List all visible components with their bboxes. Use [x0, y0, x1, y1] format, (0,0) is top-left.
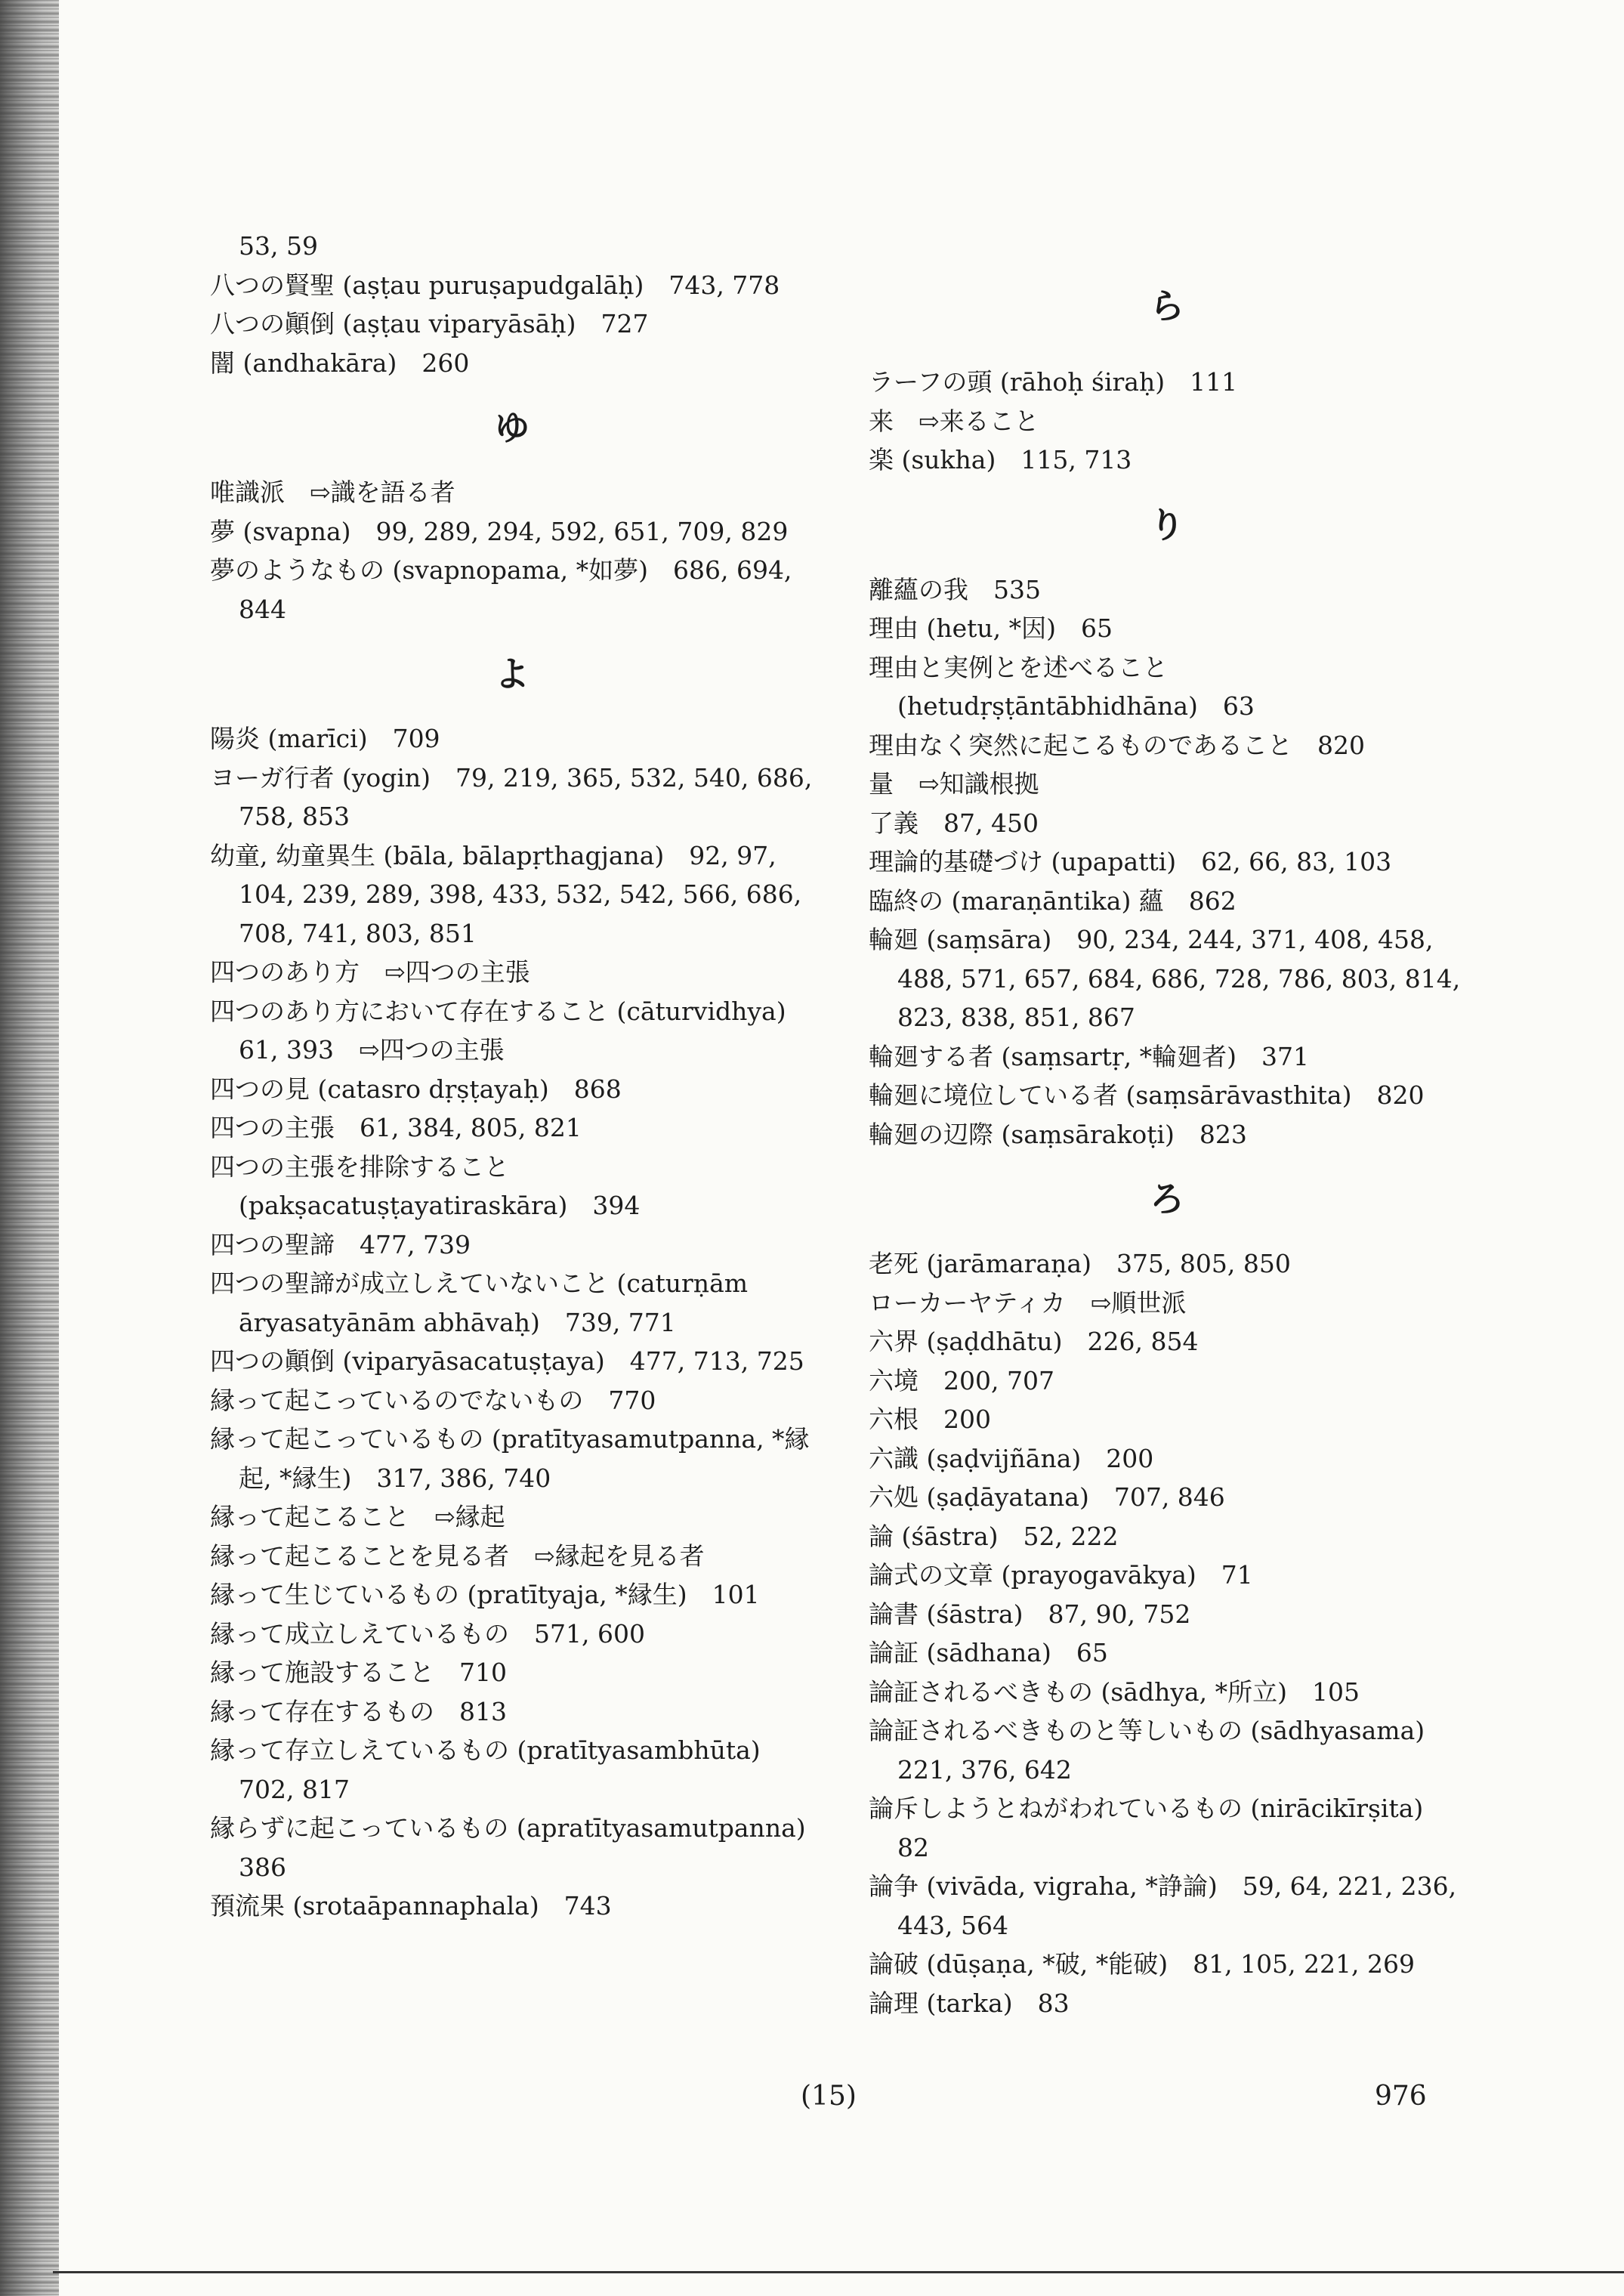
- index-entry: 論証 (sādhana) 65: [869, 1638, 1108, 1667]
- index-entry: 理由 (hetu, *因) 65: [869, 613, 1113, 643]
- index-entry: 縁って存在するもの 813: [210, 1696, 507, 1726]
- index-entry: 四つの顚倒 (viparyāsacatuṣṭaya) 477, 713, 725: [210, 1346, 804, 1376]
- index-entry: 縁って起こること ⇨縁起: [210, 1502, 505, 1531]
- left-column: [210, 227, 831, 1926]
- index-entry: 論 (śāstra) 52, 222: [869, 1521, 1119, 1551]
- index-entry: ローカーヤティカ ⇨順世派: [869, 1287, 1187, 1318]
- index-entry: 四つの聖諦 477, 739: [210, 1229, 471, 1259]
- index-entry: 臨終の (maraṇāntika) 蘊 862: [869, 885, 1237, 916]
- index-entry: 離蘊の我 535: [869, 574, 1041, 604]
- index-entry: ラーフの頭 (rāhoḥ śiraḥ) 111: [869, 367, 1238, 397]
- index-entry: 理由なく突然に起こるものであること 820: [869, 730, 1365, 760]
- index-entry: 輪廻する者 (saṃsartṛ, *輪廻者) 371: [869, 1041, 1310, 1071]
- index-entry: 陽炎 (marīci) 709: [210, 724, 440, 753]
- index-entry: 六識 (ṣaḍvijñāna) 200: [869, 1443, 1154, 1473]
- index-entry: 四つの聖諦が成立しえていないこと (caturṇām āryasatyānām abhāvaḥ) 739, 771: [210, 1269, 749, 1337]
- index-entry: 夢のようなもの (svapnopama, *如夢) 686, 694, 844: [210, 555, 792, 624]
- index-entry-continuation: 53, 59: [239, 231, 318, 261]
- index-entry: 縁って起こることを見る者 ⇨縁起を見る者: [210, 1540, 705, 1571]
- index-entry: 四つの主張 61, 384, 805, 821: [210, 1113, 582, 1142]
- index-entry: ヨーガ行者 (yogin) 79, 219, 365, 532, 540, 686, 758, 853: [210, 762, 813, 831]
- scan-binding-edge: [0, 0, 59, 2296]
- index-entry: 六界 (ṣaḍdhātu) 226, 854: [869, 1327, 1199, 1356]
- index-entry: 闇 (andhakāra) 260: [210, 348, 470, 378]
- index-entry: 論斥しようとねがわれているもの (nirācikīrṣita) 82: [869, 1794, 1449, 1862]
- index-entry: 八つの賢聖 (aṣṭau puruṣapudgalāḥ) 743, 778: [210, 270, 780, 300]
- section-heading-ro: ろ: [1150, 1179, 1184, 1219]
- index-entry: 輪廻 (saṃsāra) 90, 234, 244, 371, 408, 458, 488, 571, 657, 684, 686, 728, 786, 803, 814, 823, 838, 851, 867: [869, 925, 1461, 1032]
- index-entry: 八つの顚倒 (aṣṭau viparyāsāḥ) 727: [210, 309, 649, 338]
- index-entry: 預流果 (srotaāpannaphala) 743: [210, 1891, 612, 1921]
- index-entry: 六境 200, 707: [869, 1365, 1054, 1395]
- index-entry: 縁って起こっているのでないもの 770: [210, 1385, 656, 1415]
- index-entry: 縁って起こっているもの (pratītyasamutpanna, *縁起, *縁生) 317, 386, 740: [210, 1424, 810, 1493]
- index-entry: 縁って施設すること 710: [210, 1658, 507, 1687]
- index-entry: 四つの主張を排除すること (pakṣacatuṣṭayatiraskāra) 394: [210, 1151, 641, 1220]
- index-entry: 理由と実例とを述べること (hetudṛṣṭāntābhidhāna) 63: [869, 652, 1255, 721]
- section-heading-yu: ゆ: [495, 407, 529, 448]
- index-entry: 論式の文章 (prayogavākya) 71: [869, 1560, 1253, 1590]
- index-entry: 来 ⇨来ること: [869, 406, 1039, 436]
- index-entry: 論書 (śāstra) 87, 90, 752: [869, 1599, 1191, 1629]
- index-entry: 理論的基礎づけ (upapatti) 62, 66, 83, 103: [869, 847, 1392, 876]
- page-label: (15): [801, 2081, 857, 2112]
- index-entry: 六処 (ṣaḍāyatana) 707, 846: [869, 1482, 1225, 1512]
- right-column: [869, 227, 1465, 2023]
- index-entry: 四つのあり方において存在すること (cāturvidhya) 61, 393 ⇨四つの主張: [210, 996, 811, 1065]
- index-entry: 六根 200: [869, 1404, 991, 1434]
- index-entry: 論破 (dūṣaṇa, *破, *能破) 81, 105, 221, 269: [869, 1949, 1416, 1979]
- index-entry: 夢 (svapna) 99, 289, 294, 592, 651, 709, 829: [210, 516, 789, 546]
- index-entry: 論理 (tarka) 83: [869, 1988, 1070, 2018]
- index-entry: 縁って生じているもの (pratītyaja, *縁生) 101: [210, 1580, 760, 1609]
- index-entry: 論証されるべきものと等しいもの (sādhyasama) 221, 376, 642: [869, 1716, 1450, 1785]
- index-entry: 了義 87, 450: [869, 808, 1039, 838]
- section-heading-yo: よ: [495, 654, 529, 694]
- index-entry: 縁らずに起こっているもの (apratītyasamutpanna) 386: [210, 1813, 831, 1882]
- index-entry: 縁って存立しえているもの (pratītyasambhūta) 702, 817: [210, 1735, 786, 1804]
- bottom-edge-line: [53, 2271, 1624, 2273]
- index-entry: 楽 (sukha) 115, 713: [869, 445, 1132, 474]
- index-entry: 論証されるべきもの (sādhya, *所立) 105: [869, 1676, 1360, 1707]
- section-heading-ra: ら: [1150, 286, 1184, 326]
- index-entry: 論争 (vivāda, vigraha, *諍論) 59, 64, 221, 236, 443, 564: [869, 1871, 1457, 1940]
- index-entry: 幼童, 幼童異生 (bāla, bālapṛthagjana) 92, 97, 104, 239, 289, 398, 433, 532, 542, 566, 686, 708, 741, 803, 851: [210, 840, 802, 948]
- index-entry: 輪廻の辺際 (saṃsārakoṭi) 823: [869, 1119, 1247, 1149]
- index-entry: 縁って成立しえているもの 571, 600: [210, 1618, 645, 1649]
- index-entry: 四つのあり方 ⇨四つの主張: [210, 957, 530, 987]
- section-heading-ri: り: [1150, 504, 1184, 545]
- index-entry: 輪廻に境位している者 (saṃsārāvasthita) 820: [869, 1080, 1425, 1110]
- index-entry: 四つの見 (catasro dṛṣṭayaḥ) 868: [210, 1074, 622, 1104]
- index-entry: 量 ⇨知識根拠: [869, 769, 1039, 799]
- index-entry: 老死 (jarāmaraṇa) 375, 805, 850: [869, 1249, 1291, 1278]
- index-entry: 唯識派 ⇨識を語る者: [210, 477, 455, 507]
- page-number: 976: [1375, 2081, 1427, 2112]
